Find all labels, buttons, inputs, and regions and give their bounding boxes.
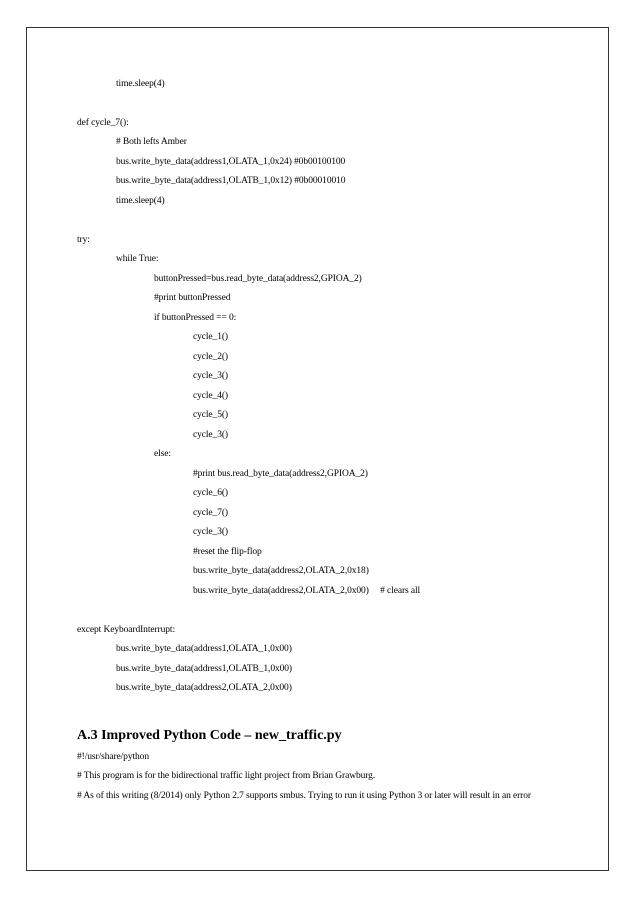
code-line: bus.write_byte_data(address1,OLATB_1,0x12) #0b00010010 (116, 176, 346, 186)
code-line: bus.write_byte_data(address1,OLATB_1,0x00) (116, 664, 292, 674)
code-line: #reset the flip-flop (193, 547, 262, 557)
code-line: cycle_2() (193, 352, 228, 362)
body-line: # This program is for the bidirectional traffic light project from Brian Grawburg. (77, 771, 376, 781)
code-line: def cycle_7(): (77, 118, 129, 128)
code-line: cycle_5() (193, 410, 228, 420)
code-line: time.sleep(4) (116, 79, 165, 89)
code-line: cycle_3() (193, 430, 228, 440)
section-heading: A.3 Improved Python Code – new_traffic.py (77, 728, 342, 743)
code-line: cycle_3() (193, 371, 228, 381)
code-line: time.sleep(4) (116, 196, 165, 206)
code-line: # Both lefts Amber (116, 137, 187, 147)
code-line: try: (77, 235, 90, 245)
code-line: #print buttonPressed (154, 293, 231, 303)
code-line: cycle_6() (193, 488, 228, 498)
code-line: else: (154, 449, 171, 459)
page-border (26, 27, 609, 871)
body-line: # As of this writing (8/2014) only Python 2.7 supports smbus. Trying to run it using Python 3 or later will result in an error (77, 791, 531, 801)
code-line: bus.write_byte_data(address1,OLATA_1,0x24) #0b00100100 (116, 157, 346, 167)
code-line: while True: (116, 254, 159, 264)
code-line: bus.write_byte_data(address2,OLATA_2,0x00) # clears all (193, 586, 421, 596)
code-line: if buttonPressed == 0: (154, 313, 237, 323)
code-line: cycle_1() (193, 332, 228, 342)
code-line: buttonPressed=bus.read_byte_data(address2,GPIOA_2) (154, 274, 362, 284)
code-line: #print bus.read_byte_data(address2,GPIOA_2) (193, 469, 368, 479)
code-line: cycle_7() (193, 508, 228, 518)
code-line: cycle_3() (193, 527, 228, 537)
body-line: #!/usr/share/python (77, 752, 149, 762)
code-line: bus.write_byte_data(address2,OLATA_2,0x18) (193, 566, 369, 576)
code-line: bus.write_byte_data(address2,OLATA_2,0x00) (116, 683, 292, 693)
code-line: cycle_4() (193, 391, 228, 401)
code-line: except KeyboardInterrupt: (77, 625, 175, 635)
code-line: bus.write_byte_data(address1,OLATA_1,0x00) (116, 644, 292, 654)
